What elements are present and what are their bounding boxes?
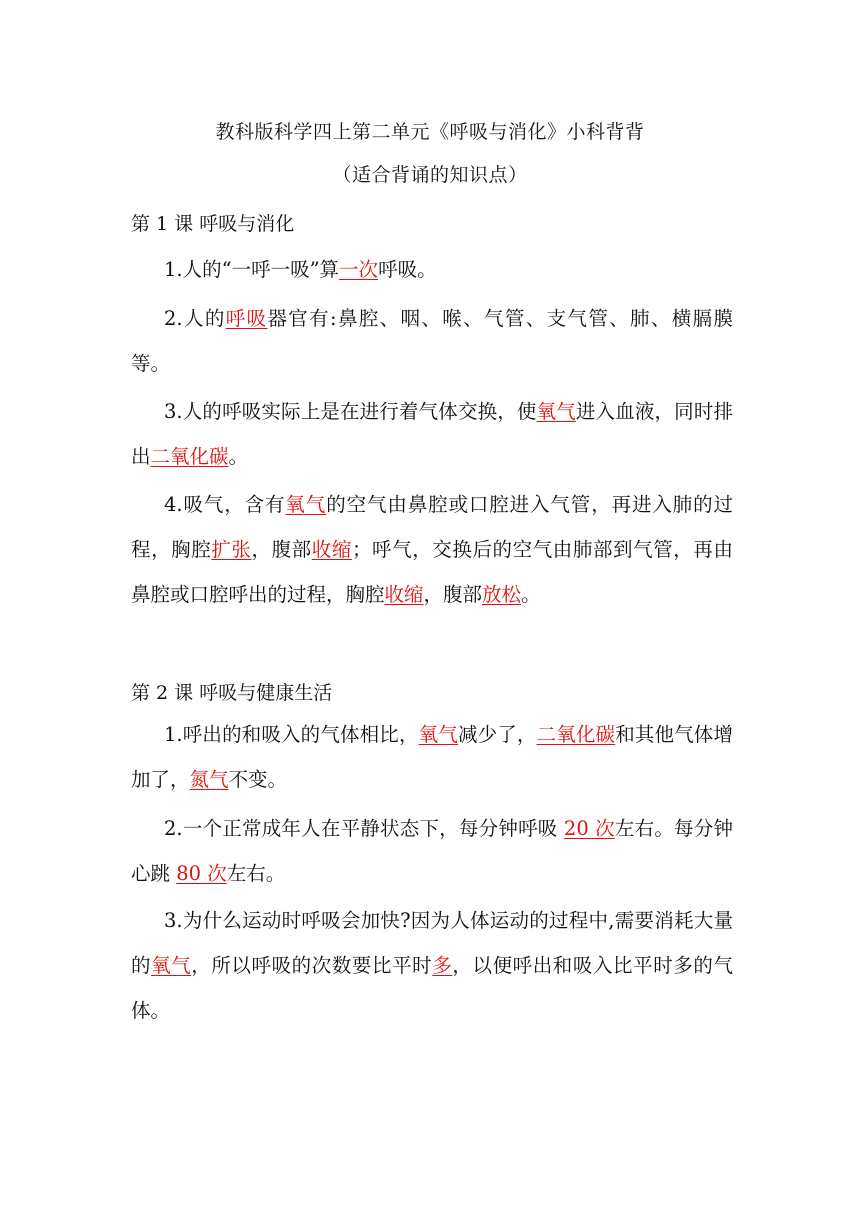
highlighted-answer: 多 bbox=[432, 954, 453, 977]
highlighted-answer: 呼吸 bbox=[225, 307, 268, 330]
lesson-2-item-1 bbox=[131, 712, 733, 802]
paragraph-text: 器官有:鼻腔、咽、喉、气管、支气管、肺、横膈膜等。 bbox=[131, 307, 733, 375]
paragraph-text: 左右。 bbox=[226, 862, 286, 885]
highlighted-answer: 一次 bbox=[339, 258, 379, 281]
lesson-1-item-4 bbox=[131, 482, 733, 617]
paragraph-text: 3.人的呼吸实际上是在进行着气体交换，使 bbox=[164, 400, 537, 423]
paragraph-text: 1.呼出的和吸入的气体相比， bbox=[164, 723, 419, 746]
highlighted-answer: 收缩 bbox=[311, 538, 352, 561]
lesson-1-item-1 bbox=[131, 247, 733, 292]
highlighted-answer: 氧气 bbox=[536, 400, 576, 423]
lesson-1-item-3 bbox=[131, 389, 733, 479]
document-subtitle: （适合背诵的知识点） bbox=[332, 164, 528, 186]
highlighted-answer: 扩张 bbox=[211, 538, 252, 561]
highlighted-answer: 氮气 bbox=[189, 768, 229, 791]
paragraph-text: 4.吸气，含有 bbox=[164, 493, 286, 516]
paragraph-text: ；呼气，交换后的空气由肺部到气管，再由鼻腔或口腔呼出的过程，胸腔 bbox=[131, 538, 733, 606]
paragraph-text: 进入血液，同时排出 bbox=[131, 400, 733, 468]
highlighted-answer: 80 次 bbox=[176, 862, 227, 885]
highlighted-answer: 二氧化碳 bbox=[536, 723, 616, 746]
paragraph-text: 3.为什么运动时呼吸会加快?因为人体运动的过程中,需要消耗大量的 bbox=[131, 909, 733, 977]
lesson-1-item-2 bbox=[131, 296, 733, 386]
highlighted-answer: 氧气 bbox=[418, 723, 458, 746]
paragraph-text: 左右。每分钟心跳 bbox=[131, 817, 733, 885]
paragraph-text: ，以便呼出和吸入比平时多的气体。 bbox=[131, 954, 733, 1022]
paragraph-text: 呼吸。 bbox=[378, 258, 437, 281]
paragraph-text: ，所以呼吸的次数要比平时 bbox=[191, 954, 433, 977]
highlighted-answer: 二氧化碳 bbox=[150, 445, 229, 468]
paragraph-text: 2.一个正常成年人在平静状态下，每分钟呼吸 bbox=[164, 817, 564, 840]
lesson-2-item-2 bbox=[131, 806, 733, 896]
paragraph-text: 和其他气体增加了， bbox=[131, 723, 733, 791]
highlighted-answer: 收缩 bbox=[384, 583, 424, 606]
paragraph-text: 。 bbox=[228, 445, 249, 468]
paragraph-text: 的空气由鼻腔或口腔进入气管，再进入肺的过程，胸腔 bbox=[131, 493, 733, 561]
document-title: 教科版科学四上第二单元《呼吸与消化》小科背背 bbox=[215, 121, 645, 143]
paragraph-text: ，腹部 bbox=[423, 583, 483, 606]
paragraph-text: 2.人的 bbox=[164, 307, 226, 330]
highlighted-answer: 放松 bbox=[482, 583, 522, 606]
highlighted-answer: 氧气 bbox=[151, 954, 192, 977]
paragraph-text: 。 bbox=[521, 583, 541, 606]
lesson-2-item-3 bbox=[131, 898, 733, 1033]
paragraph-text: ，腹部 bbox=[251, 538, 312, 561]
highlighted-answer: 20 次 bbox=[563, 817, 615, 840]
lesson-1-heading: 第 1 课 呼吸与消化 bbox=[131, 213, 295, 235]
paragraph-text: 1.人的“一呼一吸”算 bbox=[164, 258, 340, 281]
paragraph-text: 减少了， bbox=[457, 723, 537, 746]
lesson-2-heading: 第 2 课 呼吸与健康生活 bbox=[131, 682, 333, 704]
highlighted-answer: 氧气 bbox=[285, 493, 327, 516]
paragraph-text: 不变。 bbox=[228, 768, 288, 791]
